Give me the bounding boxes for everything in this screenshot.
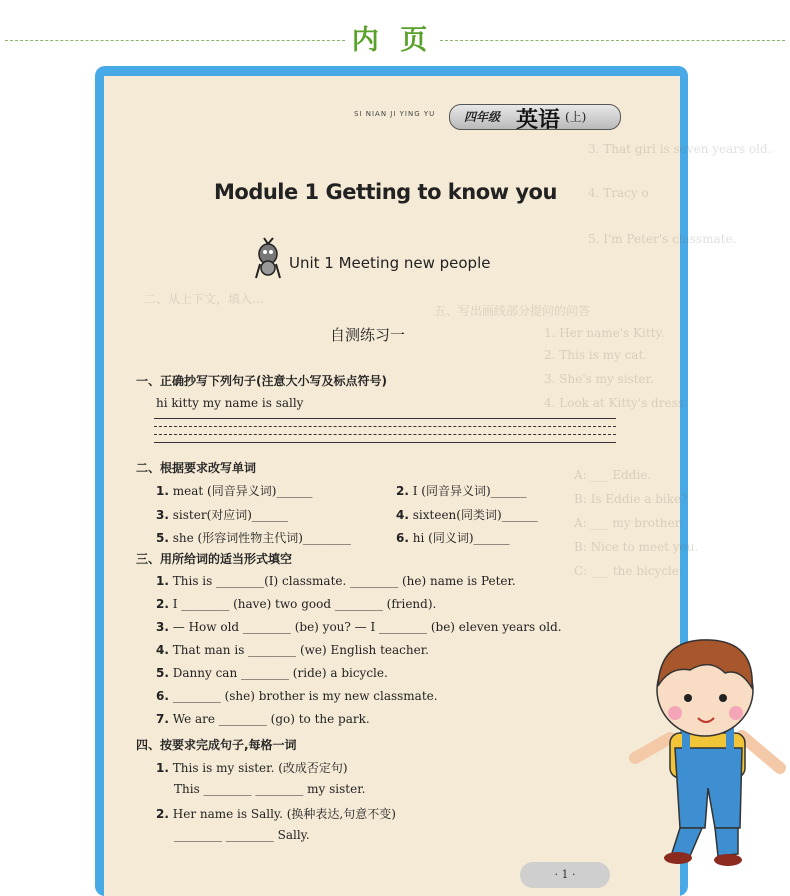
question-item: 7. We are ________ (go) to the park.	[156, 712, 370, 726]
bug-mascot-icon	[246, 236, 286, 282]
badge-volume: (上)	[565, 110, 587, 124]
exercise-title: 自测练习一	[330, 326, 406, 344]
question-item: 4. That man is ________ (we) English teacher.	[156, 643, 429, 657]
question-item: 6. hi (同义词)______	[396, 531, 510, 545]
module-title: Module 1 Getting to know you	[214, 180, 557, 204]
question-item: 2. I ________ (have) two good ________ (friend).	[156, 597, 437, 611]
page-number: · 1 ·	[520, 862, 610, 888]
running-head: SI NIAN JI YING YU	[354, 110, 436, 118]
question-item: 1. This is my sister. (改成否定句)	[156, 761, 348, 775]
section-2-title: 二、根据要求改写单词	[136, 461, 257, 475]
unit-title: Unit 1 Meeting new people	[289, 254, 491, 272]
header-title: 内 页	[351, 25, 434, 56]
question-item: 3. — How old ________ (be) you? — I ________ (be) eleven years old.	[156, 620, 562, 634]
worksheet-page: 3. That girl is seven years old. 4. Tracy o 5. I'm Peter's classmate. 二、从上下文，填入… 五、写出画线部分提问的问答 1. Her name's Kitty. 2. This is my cat. 3. She's my sister. 4. Look at Kitty's dress. A: ___ Eddie. B: Is Eddie a bike? A: ___ my brother. B: Nice to meet you. C: ___ the bicycle. SI NIAN JI YING YU 四年级 英语 (上) Module 1 Getting to know you Unit 1 Meeting new people 自测练习一 一、正确抄写下列句子(注意大小写及标点符号) hi kitty my name is sally 二、根据要求改写单词 1. meat (同音异义词)______ 2. I (同音异义词)______ 3. sister(对应词)______ 4. sixteen(同类词)______ 5. she (形容词性物主代词)________ 6. hi (同义词)______ 三、用所给词的适当形式填空 1. This is ________(I) classmate. ________ (he) name is Peter. 2. I ________ (have) two good ________ (friend). 3. — How old ________ (be) you? — I ________ (be) eleven years old. 4. That man is ________ (we) English teacher. 5. Danny can ________ (ride) a bicycle. 6. ________ (she) brother is my new classmate. 7. We are ________ (go) to the park. 四、按要求完成句子,每格一词 1. This is my sister. (改成否定句) This ________ ________ my sister. 2. Her name is Sally. (换种表达,句意不变) ________ ________ Sally. · 1 ·	[104, 76, 680, 896]
question-item: 2. Her name is Sally. (换种表达,句意不变)	[156, 807, 396, 821]
writing-line	[154, 434, 616, 435]
question-item: 5. Danny can ________ (ride) a bicycle.	[156, 666, 388, 680]
writing-line	[154, 426, 616, 427]
badge-grade: 四年级	[464, 110, 501, 124]
header-divider-right	[440, 40, 785, 41]
question-item: 4. sixteen(同类词)______	[396, 508, 538, 522]
answer-line: ________ ________ Sally.	[174, 828, 310, 842]
answer-line: This ________ ________ my sister.	[174, 782, 366, 796]
writing-line	[154, 442, 616, 443]
question-item: 3. sister(对应词)______	[156, 508, 288, 522]
section-1-title: 一、正确抄写下列句子(注意大小写及标点符号)	[136, 374, 387, 388]
section-3-title: 三、用所给词的适当形式填空	[136, 552, 293, 566]
copy-sentence: hi kitty my name is sally	[156, 396, 304, 410]
question-item: 6. ________ (she) brother is my new classmate.	[156, 689, 438, 703]
header-divider-left	[5, 40, 345, 41]
badge-subject: 英语	[516, 107, 561, 133]
section-4-title: 四、按要求完成句子,每格一词	[136, 738, 297, 752]
cartoon-boy-icon	[630, 628, 790, 878]
writing-line	[154, 418, 616, 419]
page-header	[0, 0, 790, 70]
grade-subject-badge	[449, 104, 621, 133]
question-item: 5. she (形容词性物主代词)________	[156, 531, 351, 545]
question-item: 1. This is ________(I) classmate. ________ (he) name is Peter.	[156, 574, 516, 588]
question-item: 1. meat (同音异义词)______	[156, 484, 313, 498]
question-item: 2. I (同音异义词)______	[396, 484, 527, 498]
